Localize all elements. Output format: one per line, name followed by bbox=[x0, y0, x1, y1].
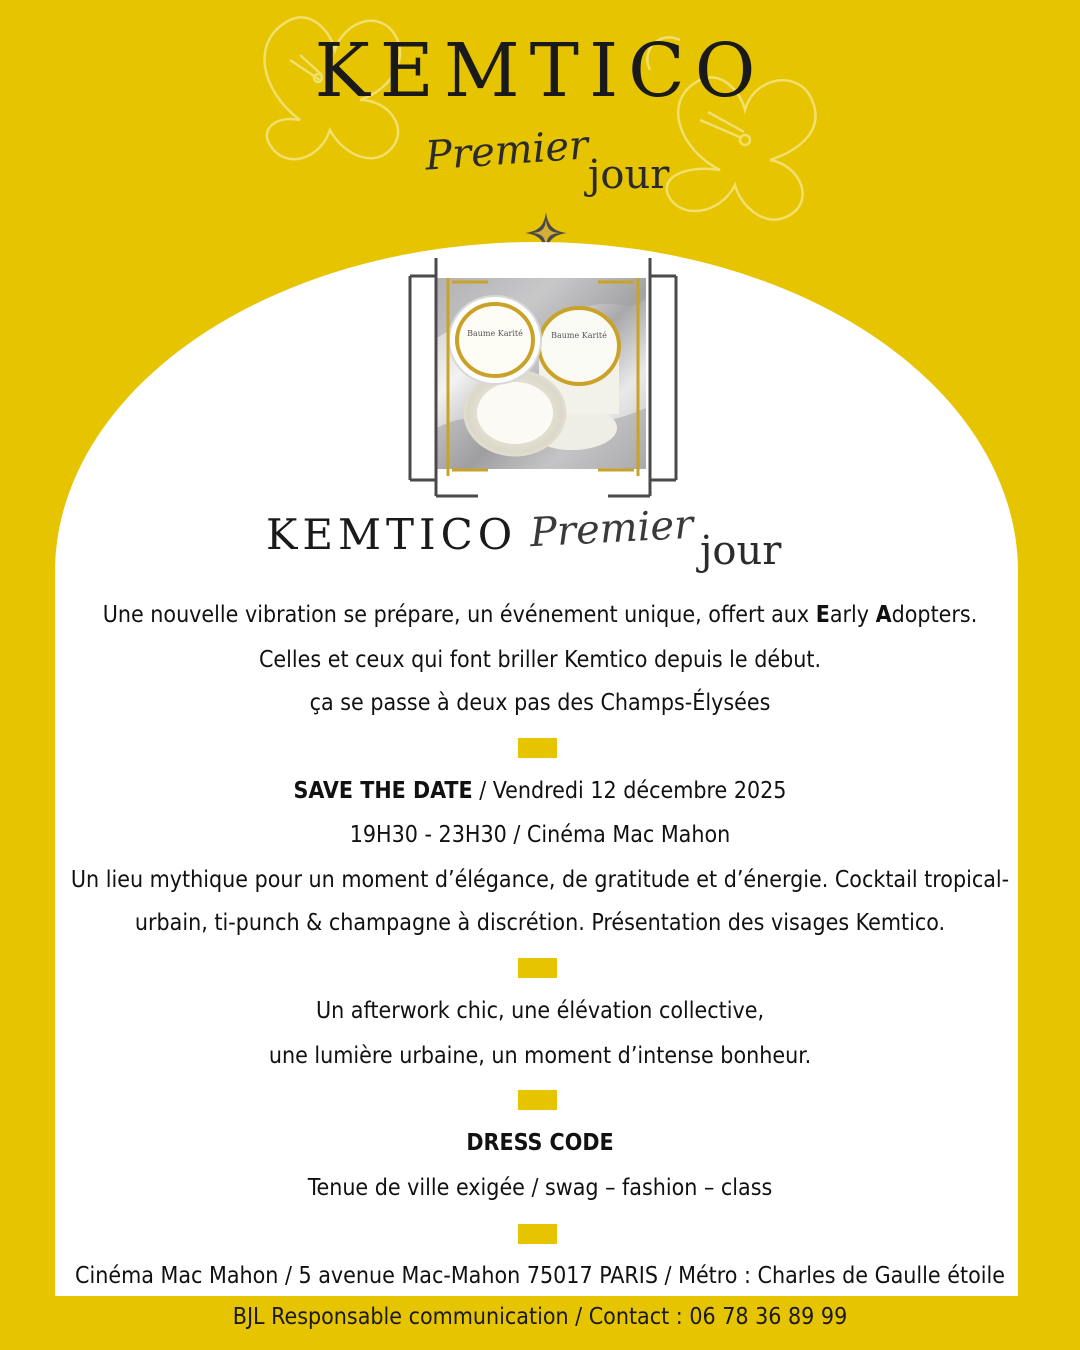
brand-title: KEMTICO bbox=[314, 28, 766, 114]
dress-code-text: Tenue de ville exigée / swag – fashion – class bbox=[307, 1175, 773, 1201]
event-date: / Vendredi 12 décembre 2025 bbox=[472, 778, 787, 804]
brand-subtitle-premier: Premier bbox=[423, 122, 590, 180]
dress-code-title: DRESS CODE bbox=[466, 1130, 614, 1156]
intro-line-1 bbox=[0, 600, 1080, 630]
separator bbox=[518, 738, 557, 758]
intro-adopters-initial: A bbox=[875, 602, 892, 628]
mood-line-1: Un afterwork chic, une élévation collective, bbox=[315, 998, 765, 1024]
jar-label-right: Baume Karité bbox=[551, 331, 607, 340]
save-the-date bbox=[0, 776, 1080, 806]
logo-brand: KEMTICO bbox=[266, 510, 518, 559]
intro-line-2: Celles et ceux qui font briller Kemtico depuis le début. bbox=[258, 647, 822, 673]
photo-frame bbox=[408, 256, 678, 500]
separator bbox=[518, 1224, 557, 1244]
logo-jour: jour bbox=[700, 528, 782, 574]
logo-lockup bbox=[0, 500, 1080, 580]
footer-contact: BJL Responsable communication / Contact : 06 78 36 89 99 bbox=[232, 1304, 848, 1330]
address: Cinéma Mac Mahon / 5 avenue Mac-Mahon 75017 PARIS / Métro : Charles de Gaulle étoile bbox=[75, 1263, 1005, 1289]
separator bbox=[518, 958, 557, 978]
separator bbox=[518, 1090, 557, 1110]
brand-subtitle-jour: jour bbox=[588, 152, 670, 198]
mood-line-2: une lumière urbaine, un moment d’intense bonheur. bbox=[268, 1043, 812, 1069]
event-description-1: Un lieu mythique pour un moment d’élégance, de gratitude et d’énergie. Cocktail tropical- bbox=[70, 867, 1010, 893]
intro-early-initial: E bbox=[815, 602, 830, 628]
intro-adopters-rest: dopters. bbox=[891, 602, 978, 628]
jar-label-left: Baume Karité bbox=[467, 329, 523, 338]
intro-text: Une nouvelle vibration se prépare, un événement unique, offert aux bbox=[102, 602, 816, 628]
save-the-date-label: SAVE THE DATE bbox=[293, 778, 473, 804]
event-time-place: 19H30 - 23H30 / Cinéma Mac Mahon bbox=[349, 822, 731, 848]
intro-line-3: ça se passe à deux pas des Champs-Élysées bbox=[309, 690, 771, 716]
event-description-2: urbain, ti-punch & champagne à discrétion. Présentation des visages Kemtico. bbox=[134, 910, 946, 936]
intro-early-rest: arly bbox=[829, 602, 876, 628]
logo-premier: Premier bbox=[528, 501, 695, 557]
